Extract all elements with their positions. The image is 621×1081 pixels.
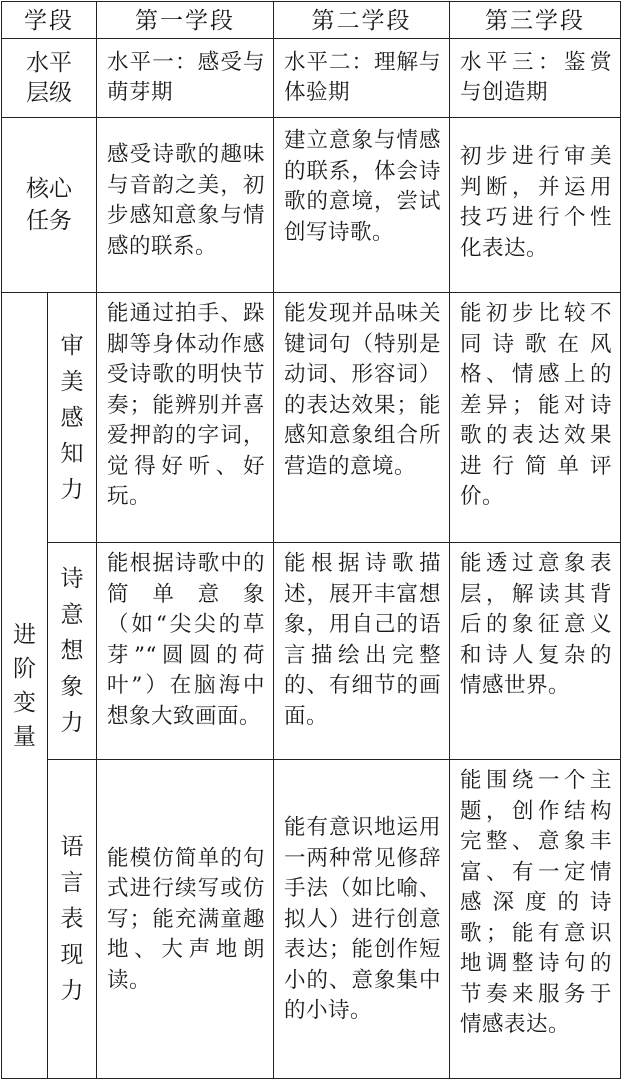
imagination-stage-3: 能透过意象表层，解读其背后的象征意义和诗人复杂的情感世界。	[460, 551, 612, 698]
task-label: 核心任务	[26, 176, 72, 234]
curriculum-table	[1, 1, 621, 1079]
progression-row	[2, 543, 621, 760]
header-stage-1: 第一学段	[97, 2, 274, 39]
task-stage-3: 初步进行审美判断，并运用技巧进行个性化表达。	[460, 144, 612, 261]
language-stage-2: 能有意识地运用一两种常见修辞手法（如比喻、拟人）进行创意表达；能创作短小的、意象集中的小诗。	[284, 815, 441, 1024]
progression-row	[2, 293, 621, 543]
level-stage-1: 水平一：感受与萌芽期	[107, 50, 265, 105]
header-stage-3: 第三学段	[450, 2, 621, 39]
progression-row	[2, 760, 621, 1079]
task-row	[2, 118, 621, 293]
aesthetic-stage-2: 能发现并品味关键词句（特别是动词、形容词）的表达效果；能感知意象组合所营造的意境。	[284, 301, 441, 479]
language-stage-3: 能围绕一个主题，创作结构完整、意象丰富、有一定情感深度的诗歌；能有意识地调整诗句的节奏来服务于情感表达。	[460, 768, 612, 1037]
header-stage-2: 第二学段	[274, 2, 450, 39]
imagination-stage-1: 能根据诗歌中的简单意象（如“尖尖的草芽”“圆圆的荷叶”）在脑海中想象大致画面。	[107, 551, 265, 729]
level-row	[2, 39, 621, 118]
language-label: 语言表现力	[60, 834, 84, 1004]
task-stage-1: 感受诗歌的趣味与音韵之美，初步感知意象与情感的联系。	[107, 142, 265, 259]
aesthetic-label: 审美感知力	[60, 332, 84, 503]
level-stage-2: 水平二：理解与体验期	[284, 50, 441, 105]
imagination-stage-2: 能根据诗歌描述，展开丰富想象，用自己的语言描绘出完整的、有细节的画面。	[284, 551, 441, 729]
header-stage-label: 学段	[2, 2, 97, 39]
task-stage-2: 建立意象与情感的联系，体会诗歌的意境，尝试创写诗歌。	[284, 128, 441, 245]
aesthetic-stage-3: 能初步比较不同诗歌在风格、情感上的差异；能对诗歌的表达效果进行简单评价。	[460, 301, 612, 509]
progression-group-label: 进阶变量	[13, 621, 36, 750]
imagination-label: 诗意想象力	[60, 566, 84, 736]
level-label: 水平层级	[26, 50, 72, 106]
header-row	[2, 2, 621, 39]
aesthetic-stage-1: 能通过拍手、跺脚等身体动作感受诗歌的明快节奏；能辨别并喜爱押韵的字词，觉得好听、好玩。	[107, 301, 265, 509]
level-stage-3: 水平三：鉴赏与创造期	[460, 50, 612, 105]
language-stage-1: 能模仿简单的句式进行续写或仿写；能充满童趣地、大声地朗读。	[107, 845, 265, 993]
